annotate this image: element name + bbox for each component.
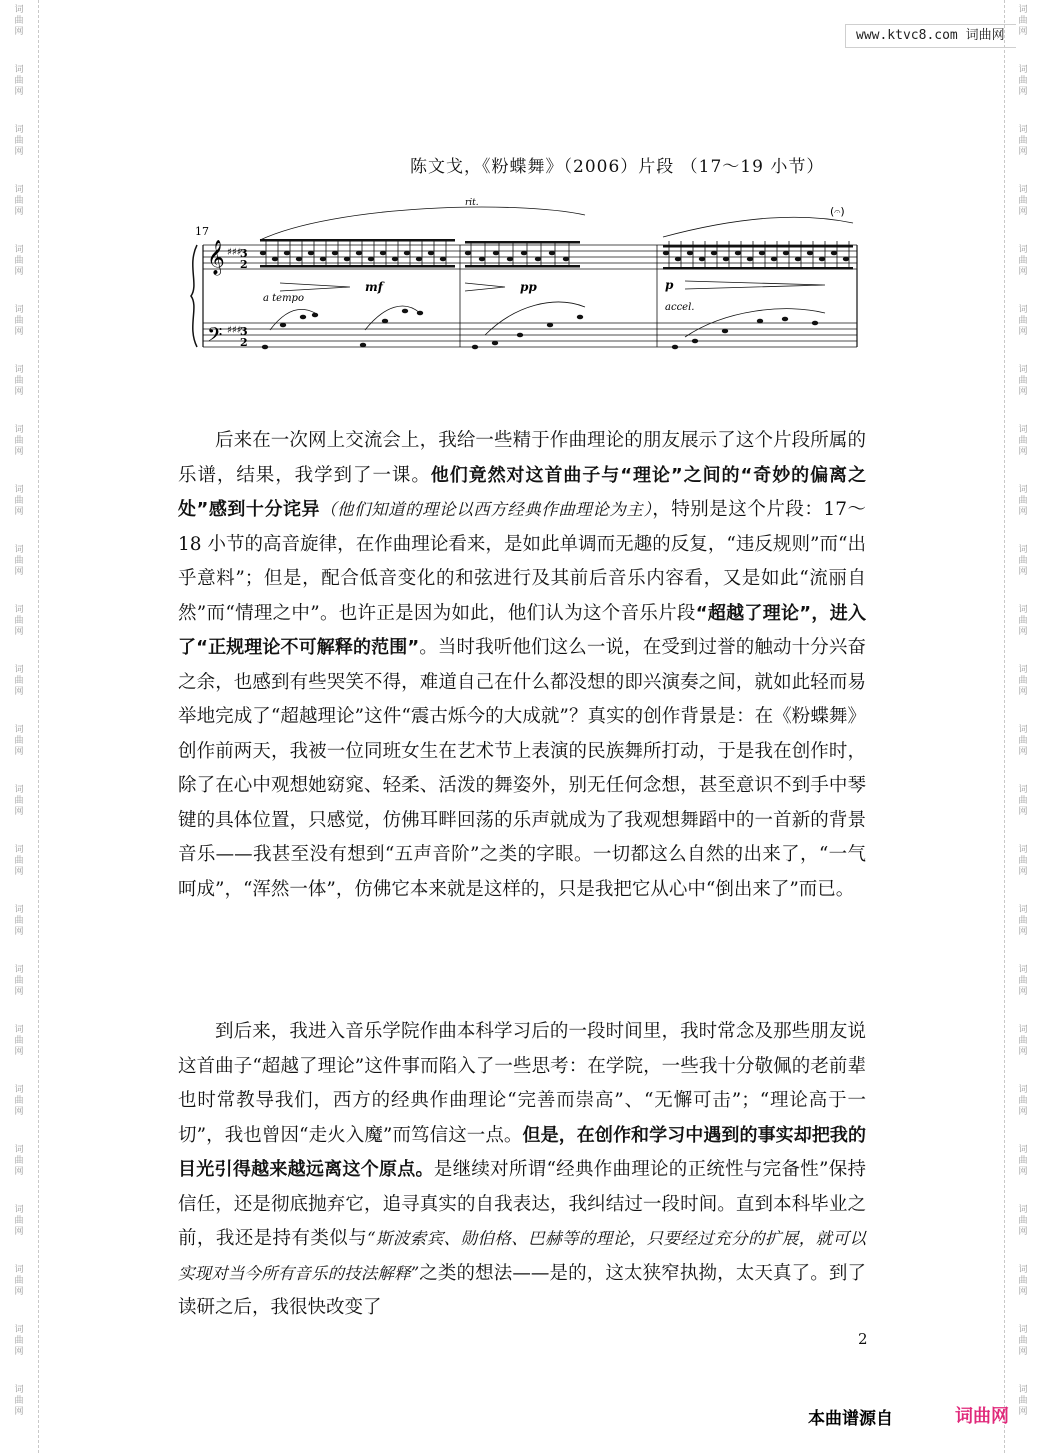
watermark-mark: 词 曲 网 — [14, 485, 24, 517]
music-score — [185, 195, 865, 370]
treble-note — [260, 251, 266, 256]
watermark-mark: 词 曲 网 — [1018, 245, 1028, 277]
bass-note — [812, 321, 818, 326]
footer-source-text: 本曲谱源自 — [808, 1409, 893, 1429]
paragraph-2 — [178, 1015, 866, 1326]
watermark-mark: 词 曲 网 — [14, 1265, 24, 1297]
treble-note — [807, 251, 813, 256]
treble-note — [344, 257, 350, 262]
p2-segment: “斯波索宾、勋伯格、巴赫等的理论，只要经过充分的扩展，就可以实现对当今所有音乐的技法解释” — [178, 1229, 866, 1283]
treble-note — [759, 251, 765, 256]
rit-mark: rit. — [465, 198, 479, 208]
svg-text:♯♯♯: ♯♯♯ — [227, 247, 242, 258]
treble-note — [687, 251, 693, 256]
treble-note — [465, 251, 471, 256]
watermark-mark: 词 曲 网 — [14, 425, 24, 457]
bass-note — [360, 343, 366, 348]
treble-note — [663, 251, 669, 256]
svg-text:𝄢: 𝄢 — [207, 323, 223, 351]
footer-site-logo[interactable]: 词曲网 — [955, 1406, 1009, 1427]
p2-segment: 但是，在创作和学习中遇到的事实却把我的目光引得越来越远离这个原点。 — [178, 1124, 867, 1180]
bass-note — [672, 345, 678, 350]
p2-segment: 之类的想法——是的，这太狭窄执拗，太天真了。到了读研之后，我很快改变了 — [178, 1262, 866, 1318]
bass-note — [472, 345, 478, 350]
watermark-mark: 词 曲 网 — [1018, 905, 1028, 937]
watermark-mark: 词 曲 网 — [1018, 1145, 1028, 1177]
watermark-mark: 词 曲 网 — [14, 725, 24, 757]
treble-note — [380, 251, 386, 256]
svg-text:3: 3 — [240, 325, 248, 338]
treble-note — [308, 251, 314, 256]
watermark-mark: 词 曲 网 — [14, 545, 24, 577]
p2-segment: 是继续对所谓“经典作曲理论的正统性与完备性”保持信任，还是彻底抛弃它，追寻真实的自我表达，我纠结过一段时间。直到本科毕业之前，我还是持有类似与 — [178, 1159, 866, 1249]
p1-segment: 他们竟然对这首曲子与“理论”之间的“奇妙的偏离之处”感到十分诧异 — [178, 464, 866, 520]
watermark-mark: 词 曲 网 — [1018, 425, 1028, 457]
watermark-mark: 词 曲 网 — [1018, 1205, 1028, 1237]
treble-note — [771, 257, 777, 262]
treble-note — [783, 251, 789, 256]
treble-note — [831, 251, 837, 256]
watermark-mark: 词 曲 网 — [1018, 665, 1028, 697]
watermark-mark: 词 曲 网 — [1018, 185, 1028, 217]
watermark-mark: 词 曲 网 — [14, 785, 24, 817]
bass-note — [402, 309, 408, 314]
bass-note — [280, 323, 286, 328]
treble-note — [272, 257, 278, 262]
svg-text:3: 3 — [240, 247, 248, 260]
watermark-mark: 词 曲 网 — [14, 1085, 24, 1117]
accel-mark: accel. — [665, 302, 695, 313]
watermark-mark: 词 曲 网 — [1018, 1325, 1028, 1357]
svg-text:𝄞: 𝄞 — [207, 240, 225, 275]
watermark-mark: 词 曲 网 — [14, 5, 24, 37]
watermark-mark: 词 曲 网 — [14, 125, 24, 157]
treble-note — [723, 257, 729, 262]
watermark-mark: 词 曲 网 — [14, 1205, 24, 1237]
p1-segment: “超越了理论”，进入了“正规理论不可解释的范围” — [178, 602, 866, 658]
svg-text:2: 2 — [240, 336, 248, 349]
bass-note — [547, 323, 553, 328]
watermark-mark: 词 曲 网 — [1018, 1265, 1028, 1297]
watermark-mark: 词 曲 网 — [1018, 605, 1028, 637]
score-caption: 陈文戈，《粉蝶舞》（2006）片段 （17～19 小节） — [410, 157, 825, 177]
svg-text:♯♯♯: ♯♯♯ — [227, 325, 242, 336]
watermark-mark: 词 曲 网 — [14, 1145, 24, 1177]
watermark-mark: 词 曲 网 — [1018, 1385, 1028, 1417]
treble-note — [747, 257, 753, 262]
bass-note — [692, 339, 698, 344]
bass-note — [492, 341, 498, 346]
watermark-mark: 词 曲 网 — [14, 185, 24, 217]
treble-note — [549, 251, 555, 256]
bass-note — [300, 315, 306, 320]
bass-note — [577, 315, 583, 320]
p1-segment: （他们知道的理论以西方经典作曲理论为主） — [320, 500, 653, 519]
watermark-mark: 词 曲 网 — [1018, 305, 1028, 337]
watermark-mark: 词 曲 网 — [1018, 785, 1028, 817]
treble-note — [416, 257, 422, 262]
treble-note — [819, 257, 825, 262]
treble-note — [284, 251, 290, 256]
treble-note — [699, 257, 705, 262]
watermark-mark: 词 曲 网 — [14, 1325, 24, 1357]
bass-note — [417, 311, 423, 316]
p-mark: p — [665, 278, 674, 292]
treble-note — [795, 257, 801, 262]
treble-note — [479, 257, 485, 262]
treble-note — [404, 251, 410, 256]
p1-segment: 。当时我听他们这么一说，在受到过誉的触动十分兴奋之余，也感到有些哭笑不得，难道自己在什么都没想的即兴演奏之间，就如此轻而易举地完成了“超越理论”这件“震古烁今的大成就”？真实的创作背景是：在《粉蝶舞》创作前两天，我被一位同班女生在艺术节上表演的民族舞所打动，于是我在创作时，除了在心中观想她窈窕、轻柔、活泼的舞姿外，别无任何念想，甚至意识不到手中琴键的具体位置，只感觉，仿佛耳畔回荡的乐声就成为了我观想舞蹈中的一首新的背景音乐——我甚至没有想到“五声音阶”之类的字眼。一切都这么自然的出来了，“一气呵成”，“浑然一体”，仿佛它本来就是这样的，只是我把它从心中“倒出来了”而已。 — [178, 637, 866, 900]
treble-note — [392, 257, 398, 262]
a-tempo-mark: a tempo — [263, 293, 304, 304]
watermark-mark: 词 曲 网 — [14, 605, 24, 637]
watermark-mark: 词 曲 网 — [1018, 485, 1028, 517]
treble-note — [507, 257, 513, 262]
treble-note — [356, 251, 362, 256]
treble-note — [332, 251, 338, 256]
treble-note — [843, 257, 849, 262]
watermark-mark: 词 曲 网 — [14, 245, 24, 277]
p1-segment: 后来在一次网上交流会上，我给一些精于作曲理论的朋友展示了这个片段所属的乐谱，结果，我学到了一课。 — [178, 430, 866, 486]
mf-mark: mf — [365, 280, 383, 294]
watermark-mark: 词 曲 网 — [14, 65, 24, 97]
treble-note — [493, 251, 499, 256]
treble-note — [368, 257, 374, 262]
p1-segment: ，特别是这个片段：17～18 小节的高音旋律，在作曲理论看来，是如此单调而无趣的反复，“违反规则”而“出乎意料”；但是，配合低音变化的和弦进行及其前后音乐内容看，又是如此“流丽自然”而“情理之中”。也许正是因为如此，他们认为这个音乐片段 — [178, 499, 866, 624]
svg-text:2: 2 — [240, 258, 248, 271]
site-banner[interactable]: www.ktvc8.com 词曲网 — [845, 24, 1016, 48]
watermark-mark: 词 曲 网 — [14, 665, 24, 697]
watermark-mark: 词 曲 网 — [1018, 125, 1028, 157]
bass-note — [517, 333, 523, 338]
watermark-mark: 词 曲 网 — [14, 1025, 24, 1057]
treble-note — [563, 257, 569, 262]
treble-note — [675, 257, 681, 262]
treble-note — [711, 251, 717, 256]
bass-note — [312, 313, 318, 318]
bass-note — [722, 329, 728, 334]
fermata-mark: (𝄐) — [830, 205, 845, 218]
pp-mark: pp — [520, 280, 537, 294]
bass-note — [382, 319, 388, 324]
watermark-mark: 词 曲 网 — [1018, 965, 1028, 997]
treble-note — [535, 257, 541, 262]
watermark-mark: 词 曲 网 — [1018, 725, 1028, 757]
bass-note — [757, 319, 763, 324]
paragraph-1 — [178, 424, 866, 907]
treble-note — [428, 251, 434, 256]
watermark-mark: 词 曲 网 — [1018, 1025, 1028, 1057]
watermark-mark: 词 曲 网 — [14, 965, 24, 997]
page-number: 2 — [858, 1330, 868, 1348]
watermark-mark: 词 曲 网 — [1018, 65, 1028, 97]
watermark-mark: 词 曲 网 — [14, 305, 24, 337]
watermark-mark: 词 曲 网 — [1018, 845, 1028, 877]
watermark-mark: 词 曲 网 — [14, 1385, 24, 1417]
watermark-mark: 词 曲 网 — [1018, 545, 1028, 577]
p2-segment: 到后来，我进入音乐学院作曲本科学习后的一段时间里，我时常念及那些朋友说这首曲子“超越了理论”这件事而陷入了一些思考：在学院，一些我十分敬佩的老前辈也时常教导我们，西方的经典作曲理论“完善而崇高”、“无懈可击”；“理论高于一切”，我也曾因“走火入魔”而笃信这一点。 — [178, 1021, 866, 1146]
measure-number: 17 — [195, 225, 209, 238]
bass-note — [262, 345, 268, 350]
watermark-mark: 词 曲 网 — [14, 905, 24, 937]
watermark-mark: 词 曲 网 — [1018, 365, 1028, 397]
watermark-mark: 词 曲 网 — [14, 845, 24, 877]
treble-note — [521, 251, 527, 256]
watermark-mark: 词 曲 网 — [1018, 1085, 1028, 1117]
watermark-mark: 词 曲 网 — [1018, 5, 1028, 37]
treble-note — [735, 251, 741, 256]
treble-note — [440, 257, 446, 262]
treble-note — [296, 257, 302, 262]
treble-note — [320, 257, 326, 262]
bass-note — [782, 317, 788, 322]
watermark-mark: 词 曲 网 — [14, 365, 24, 397]
